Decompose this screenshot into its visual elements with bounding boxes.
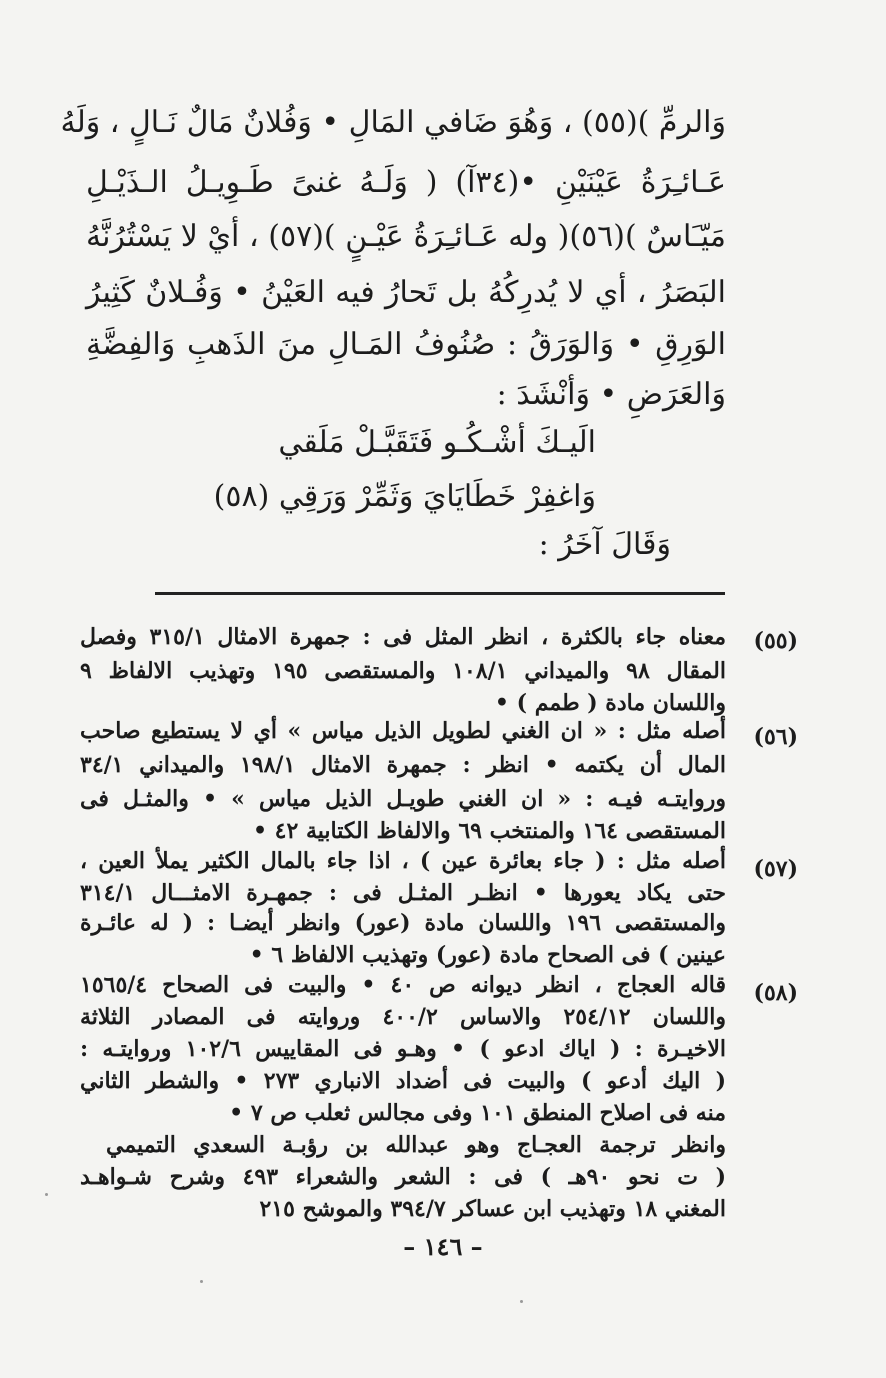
footnote-55-number: (٥٥): [753, 628, 798, 654]
main-text-line-1: وَالرمِّ )(٥٥) ، وَهُوَ ضَافي المَالِ • وَفُلانٌ مَالٌ نَـالٍ ، وَلَهُ: [60, 105, 726, 140]
footnote-58-number: (٥٨): [753, 980, 798, 1006]
footnote-58-line-7: ( ت نحو ٩٠هـ ) فى : الشعر والشعراء ٤٩٣ وشرح شـواهـد: [80, 1164, 726, 1190]
scan-speck: [200, 1280, 203, 1283]
footnote-58-line-3: الاخيـرة : ( اياك ادعو ) • وهـو فى المقاييس ١٠٢/٦ وروايتـه :: [80, 1036, 727, 1062]
footnote-55-line-1: معناه جاء بالكثرة ، انظر المثل فى : جمهرة الامثال ٣١٥/١ وفصل: [80, 624, 726, 650]
footnote-55-line-3: واللسان مادة ( طمم ) •: [494, 690, 726, 716]
footnote-58-line-4: ( اليك أدعو ) والبيت فى أضداد الانباري ٢٧٣ • والشطر الثاني: [80, 1068, 726, 1094]
verse-line-2: وَاغفِرْ خَطَايَايَ وَثَمِّرْ وَرَقِي (٥٨): [213, 479, 596, 514]
footnote-separator: [155, 592, 725, 595]
scan-speck: [520, 1300, 523, 1303]
footnote-57-line-4: عينين ) فى الصحاح مادة (عور) وتهذيب الالفاظ ٦ •: [249, 942, 726, 968]
main-text-line-6: وَالعَرَضِ • وَأنْشَدَ :: [496, 377, 726, 412]
footnote-56-line-3: وروايتـه فيـه : « ان الغني طويـل الذيل مياس » • والمثـل فى: [80, 786, 726, 812]
footnote-55-line-2: المقال ٩٨ والميداني ١٠٨/١ والمستقصى ١٩٥ وتهذيب الالفاظ ٩: [80, 658, 726, 684]
scan-speck: [45, 1193, 48, 1196]
footnote-56-line-4: المستقصى ١٦٤ والمنتخب ٦٩ والالفاظ الكتابية ٤٢ •: [252, 818, 726, 844]
verse-line-3: وَقَالَ آخَرُ :: [538, 527, 671, 562]
page-number: – ١٤٦ –: [403, 1232, 483, 1261]
footnote-57-line-1: أصله مثل : ( جاء بعائرة عين ) ، اذا جاء بالمال الكثير يملأ العين ،: [80, 848, 726, 874]
footnote-57-line-2: حتى يكاد يعورها • انظـر المثـل فى : جمهـرة الامثـــال ٣١٤/١: [80, 880, 726, 906]
footnote-58-line-8: المغني ١٨ وتهذيب ابن عساكر ٣٩٤/٧ والموشح ٢١٥: [259, 1196, 726, 1222]
main-text-line-4: البَصَرُ ، أي لا يُدرِكُهُ بل تَحارُ فيه العَيْنُ • وَفُـلانٌ كَثِيرُ: [86, 275, 726, 310]
main-text-line-3: مَيّـَاسٌ )(٥٦)( وله عَـائـِرَةُ عَيْـنٍ )(٥٧) ، أيْ لا يَسْتُرُنَّهُ: [86, 219, 727, 254]
footnote-58-line-6: وانظر ترجمة العجـاج وهو عبدالله بن رؤبـة السعدي التميمي: [106, 1132, 726, 1158]
main-text-line-2: عَـائـِرَةُ عَيْنَيْنِ •(٣٤آ) ( وَلَـهُ غنىً طَـوِيـلُ الـذَيْـلِ: [86, 165, 726, 200]
footnote-56-line-2: المال أن يكتمه • انظر : جمهرة الامثال ١٩٨/١ والميداني ٣٤/١: [80, 752, 726, 778]
footnote-57-number: (٥٧): [753, 856, 798, 882]
verse-line-1: الَيـكَ أشْـكُـو فَتَقَبَّـلْ مَلَقي: [278, 425, 596, 460]
footnote-58-line-1: قاله العجاج ، انظر ديوانه ص ٤٠ • والبيت فى الصحاح ١٥٦٥/٤: [80, 972, 726, 998]
footnote-58-line-5: منه فى اصلاح المنطق ١٠١ وفى مجالس ثعلب ص ٧ •: [229, 1100, 726, 1126]
footnote-56-number: (٥٦): [753, 724, 798, 750]
footnote-56-line-1: أصله مثل : « ان الغني لطويل الذيل مياس » أي لا يستطيع صاحب: [80, 718, 726, 744]
footnote-58-line-2: واللسان ٢٥٤/١٢ والاساس ٤٠٠/٢ وروايته فى المصادر الثلاثة: [80, 1004, 726, 1030]
footnote-57-line-3: والمستقصى ١٩٦ واللسان مادة (عور) وانظر أيضـا : ( له عائـرة: [80, 910, 726, 936]
main-text-line-5: الوَرِقِ • وَالوَرَقُ : صُنُوفُ المَـالِ منَ الذَهبِ وَالفِضَّةِ: [86, 327, 726, 362]
